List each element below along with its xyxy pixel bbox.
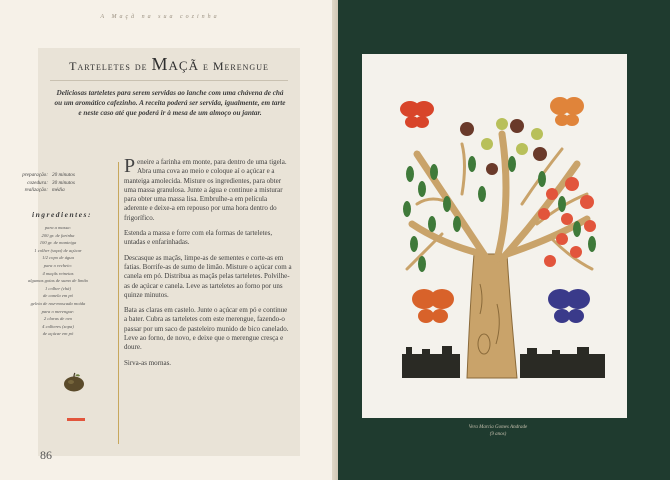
ingredients-heading: ingredientes:	[32, 210, 92, 219]
method-text-1: eneire a farinha em monte, para dentro de uma tigela. Abra uma cova ao meio e coloque aí o açúcar e a manteiga amolecida. Misture os ingredientes, para obter uma massa granulosa. Junte a água e continue a misturar para obter uma massa lisa. Embrulhe-a em película aderente e deixe-a em repouso por uma hora dentro do frigorífico.	[124, 158, 287, 222]
ingredient-item: para o recheio:	[43, 262, 73, 268]
ingredient-item: 200 gr. de farinha	[41, 232, 75, 238]
ingredient-item: geleia de noz-moscada moída	[30, 300, 86, 306]
red-accent-bar	[67, 418, 85, 421]
apple-icon	[62, 372, 86, 392]
title-rule	[50, 80, 288, 81]
ingredient-item: 1 colher (sopa) de açúcar	[34, 247, 82, 253]
method-paragraph-3: Descasque as maçãs, limpe-as de sementes e corte-as em fatias. Borrife-as de sumo de limão. Misture o açúcar com a canela em pó. Distribua as maçãs pelas tarteletes. Polvilhe-as de açúcar e canela. Leve as tarteletes ao forno por uns quinze minutos.	[124, 253, 292, 299]
ingredients-list	[8, 224, 108, 338]
meta-row-difficulty	[2, 187, 104, 195]
running-head: A Maçã na sua cozinha	[100, 14, 220, 20]
artist-name: Vera Marcia Gomes Andrade	[468, 425, 528, 430]
artwork-caption	[400, 424, 596, 438]
method-paragraph-4: Bata as claras em castelo. Junte o açúcar em pó e continue a bater. Cubra as tarteletes com este merengue, fazendo-o passar por um saco de pasteleiro munido de bico canelado. Leve ao forno, de novo, e deixe que o merengue cresça e doure.	[124, 306, 289, 352]
meta-row-cooking	[2, 180, 104, 188]
tree-drawing	[400, 97, 605, 378]
ingredient-item: 1/2 copo de água	[42, 255, 74, 261]
recipe-meta	[2, 172, 104, 195]
artist-age: (9 anos)	[489, 432, 507, 437]
tree-artwork	[362, 54, 627, 418]
method-paragraph-2: Estenda a massa e forre com ela formas de tarteletes, untadas e enfarinhadas.	[124, 229, 273, 247]
ingredient-item: 4 maçãs reinetas	[42, 270, 74, 276]
method-paragraph-1	[124, 155, 292, 223]
title-part-2: Maçã	[151, 54, 199, 74]
ingredient-item: 1 colher (chá)	[44, 285, 72, 291]
drop-cap: P	[124, 155, 136, 177]
ingredient-item: 2 claras de ovo	[43, 316, 73, 322]
meta-value: 30 minutos	[52, 179, 75, 186]
ingredient-item: algumas gotas de sumo de limão	[27, 278, 89, 284]
title-part-3: e Merengue	[198, 59, 269, 73]
ingredient-item: para a massa:	[44, 225, 72, 230]
method-paragraph-5: Sirva-as mornas.	[124, 358, 172, 367]
recipe-title	[40, 54, 298, 75]
ingredient-item: de açúcar em pó	[42, 331, 74, 337]
column-divider	[118, 162, 119, 444]
meta-label: cozedura:	[27, 179, 48, 186]
meta-label: preparação:	[22, 172, 48, 178]
ingredient-item: 4 colheres (sopa)	[42, 323, 74, 329]
meta-row-preparation	[2, 172, 104, 180]
title-part-1: Tarteletes de	[69, 59, 152, 73]
ingredient-item: para o merengue:	[41, 308, 75, 314]
recipe-method	[124, 155, 292, 374]
meta-label: realização:	[24, 187, 48, 193]
meta-value: média	[52, 187, 65, 193]
page-number: 86	[40, 448, 52, 462]
ingredient-item: 100 gr. de manteiga	[39, 240, 77, 246]
meta-value: 20 minutos	[52, 172, 75, 178]
recipe-intro: Deliciosas tarteletes para serem servidas ao lanche com uma chávena de chá ou um aromático cafezinho. A receita poderá ser servida, igualmente, em tarte e neste caso até que poderá ir à mesa de um almoço ou jantar.	[54, 89, 286, 117]
ingredient-item: de canela em pó	[43, 293, 73, 299]
